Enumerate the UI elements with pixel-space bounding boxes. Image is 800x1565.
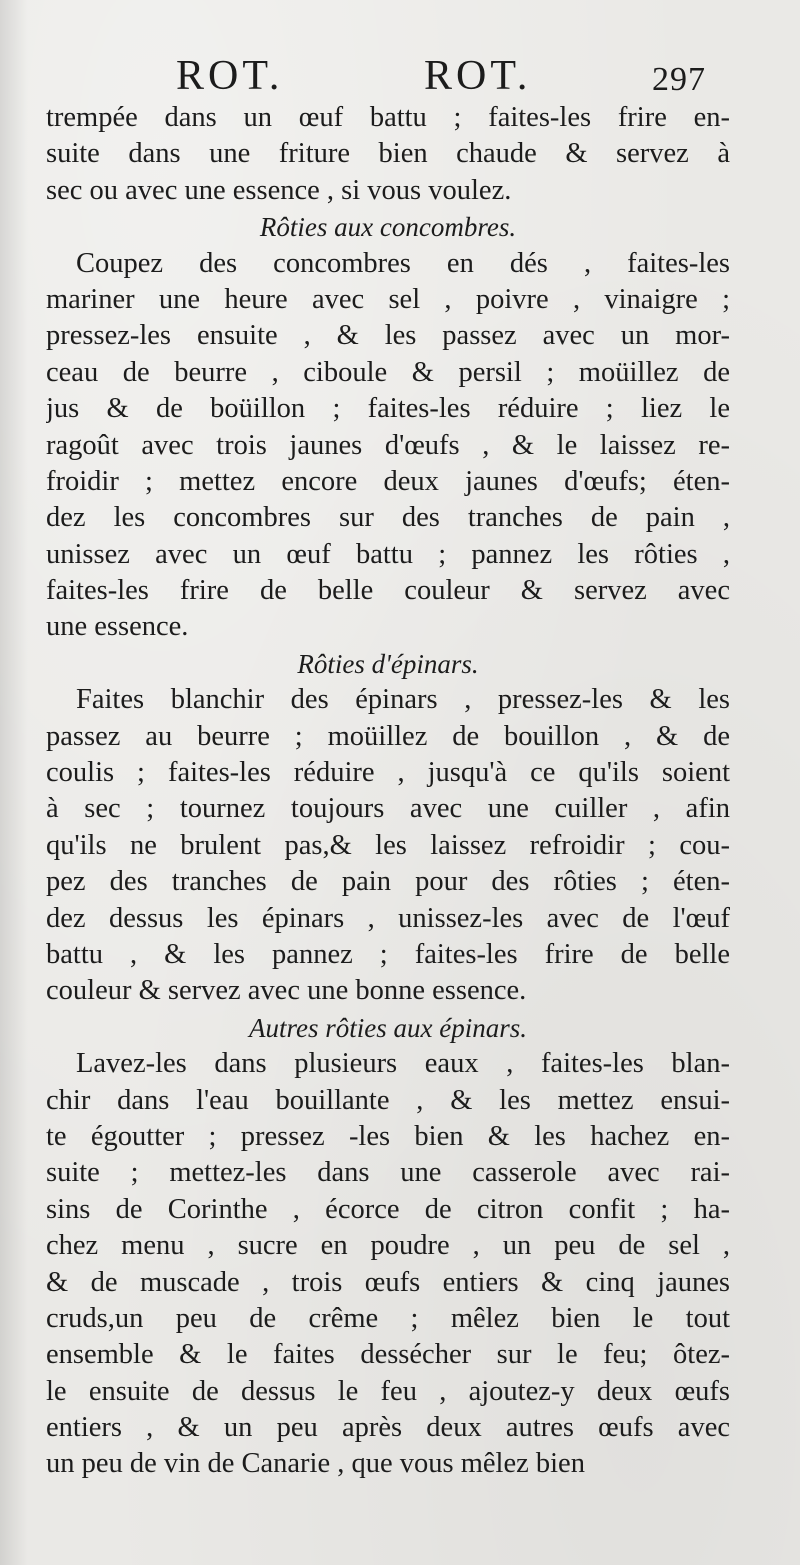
text-line: le ensuite de dessus le feu , ajoutez-y deux œufs [46, 1375, 730, 1407]
text-line: jus & de boüillon ; faites-les réduire ; liez le [46, 393, 730, 425]
text-line: suite ; mettez-les dans une casserole avec rai- [46, 1157, 730, 1189]
text-line: te égoutter ; pressez -les bien & les hachez en- [46, 1120, 730, 1152]
recipe-section [46, 100, 730, 209]
text-line: froidir ; mettez encore deux jaunes d'œufs; éten- [46, 465, 730, 497]
text-line: ragoût avec trois jaunes d'œufs , & le laissez re- [46, 429, 730, 461]
text-line: entiers , & un peu après deux autres œufs avec [46, 1412, 730, 1444]
text-line: une essence. [46, 611, 189, 643]
page-header [0, 48, 800, 104]
text-line: cruds,un peu de crême ; mêlez bien le tout [46, 1302, 730, 1334]
text-line: faites-les frire de belle couleur & servez avec [46, 575, 730, 607]
recipe-heading: Autres rôties aux épinars. [249, 1012, 527, 1043]
text-line: passez au beurre ; moüillez de bouillon , & de [46, 720, 730, 752]
running-head-left: ROT. [176, 53, 284, 99]
text-line: un peu de vin de Canarie , que vous mêlez bien [46, 1448, 585, 1480]
text-line: couleur & servez avec une bonne essence. [46, 975, 527, 1007]
recipe-heading: Rôties d'épinars. [297, 648, 479, 679]
text-line: & de muscade , trois œufs entiers & cinq jaunes [46, 1266, 730, 1298]
text-line: ensemble & le faites dessécher sur le feu; ôtez- [46, 1339, 730, 1371]
text-line: à sec ; tournez toujours avec une cuiller , afin [46, 793, 730, 825]
running-head-right: ROT. [424, 53, 532, 99]
text-line: Coupez des concombres en dés , faites-les [76, 247, 730, 279]
text-line: qu'ils ne brulent pas,& les laissez refroidir ; cou- [46, 829, 730, 861]
recipe-section [46, 1010, 730, 1483]
page-number: 297 [652, 61, 706, 98]
text-line: coulis ; faites-les réduire , jusqu'à ce qu'ils soient [46, 757, 730, 789]
text-line: chir dans l'eau bouillante , & les mettez ensui- [46, 1084, 730, 1116]
text-line: dez dessus les épinars , unissez-les avec de l'œuf [46, 902, 730, 934]
text-line: chez menu , sucre en poudre , un peu de sel , [46, 1230, 730, 1262]
text-line: dez les concombres sur des tranches de pain , [46, 502, 730, 534]
text-line: sins de Corinthe , écorce de citron confit ; ha- [46, 1193, 730, 1225]
text-line: battu , & les pannez ; faites-les frire de belle [46, 938, 730, 970]
text-line: mariner une heure avec sel , poivre , vinaigre ; [46, 283, 730, 315]
gutter-shadow [0, 0, 28, 1565]
text-line: ceau de beurre , ciboule & persil ; moüillez de [46, 356, 730, 388]
text-line: sec ou avec une essence , si vous voulez. [46, 174, 512, 206]
text-line: unissez avec un œuf battu ; pannez les rôties , [46, 538, 730, 570]
recipe-section [46, 646, 730, 1010]
text-line: trempée dans un œuf battu ; faites-les frire en- [46, 102, 730, 133]
text-line: pez des tranches de pain pour des rôties ; éten- [46, 866, 730, 898]
text-line: Faites blanchir des épinars , pressez-les & les [76, 684, 730, 716]
body-text [46, 100, 730, 1483]
recipe-heading: Rôties aux concombres. [259, 212, 517, 243]
text-line: pressez-les ensuite , & les passez avec un mor- [46, 320, 730, 352]
text-line: Lavez-les dans plusieurs eaux , faites-les blan- [76, 1048, 730, 1080]
text-line: suite dans une friture bien chaude & servez à [46, 138, 730, 170]
recipe-section [46, 209, 730, 646]
